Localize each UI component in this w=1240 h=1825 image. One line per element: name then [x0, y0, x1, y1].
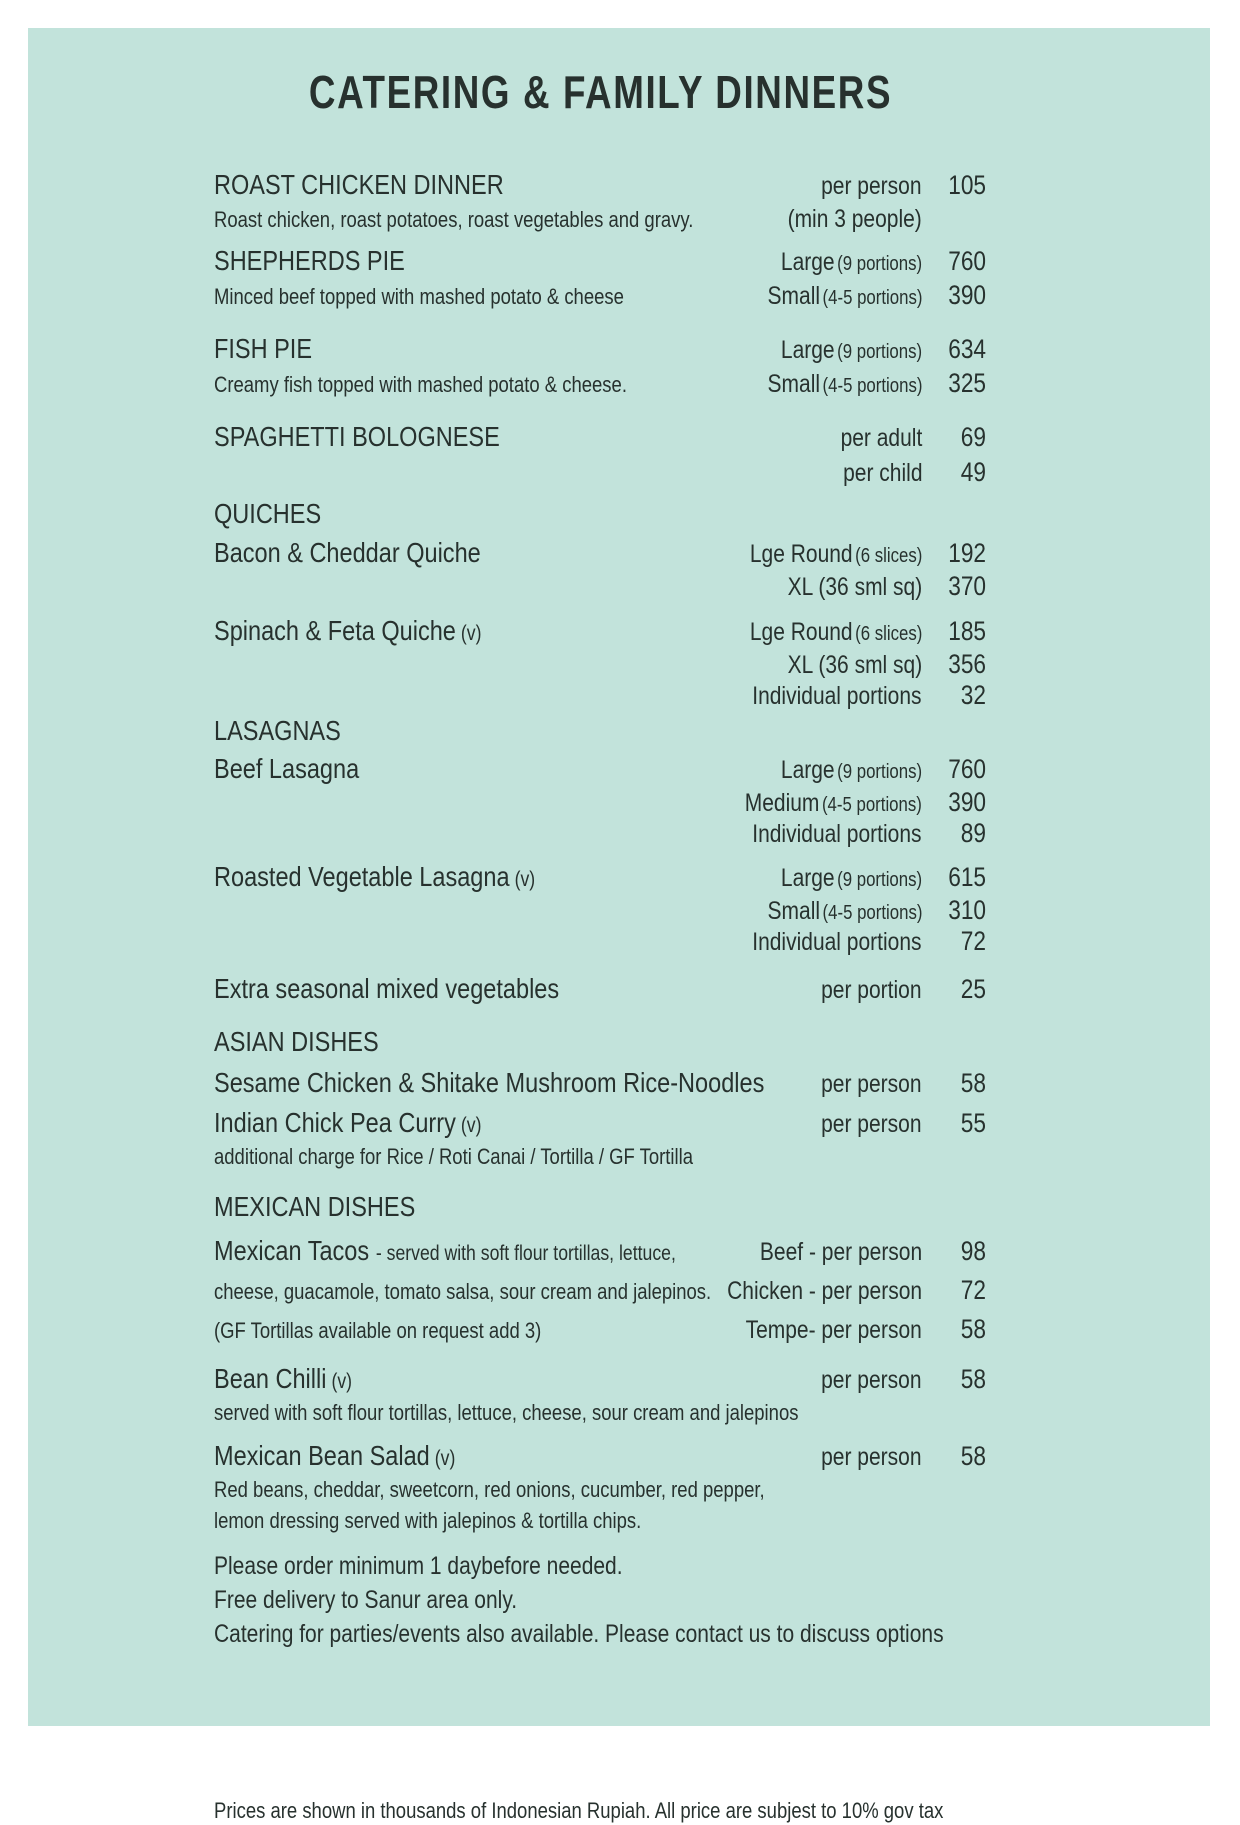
price-value: 325: [948, 368, 986, 398]
menu-item-spinach-feta-quiche: [214, 616, 986, 713]
menu-content: [28, 28, 1210, 1823]
portion-label: per person: [821, 1443, 922, 1471]
price-value: 72: [960, 926, 986, 956]
ordering-notes: [214, 1549, 986, 1651]
price-value: 390: [948, 787, 986, 817]
section-heading-quiches: QUICHES: [214, 498, 322, 529]
price-value: 72: [960, 1275, 986, 1305]
portion-label: Lge Round: [749, 540, 853, 568]
portion-note: (6 slices): [854, 545, 922, 567]
item-description: Red beans, cheddar, sweetcorn, red onions, cucumber, red pepper,: [214, 1477, 765, 1502]
tax-note: Prices are shown in thousands of Indonesian Rupiah. All price are subjest to 10% gov tax: [214, 1798, 944, 1823]
price-value: 634: [948, 334, 986, 364]
item-description: Roast chicken, roast potatoes, roast vegetables and gravy.: [214, 207, 694, 232]
menu-item-beef-lasagna: [214, 754, 986, 851]
portion-note: (4-5 portions): [822, 902, 922, 924]
menu-item-sesame-chicken-noodles: [214, 1068, 986, 1103]
portion-label: Large: [780, 336, 835, 364]
item-name-suffix: - served with soft flour tortillas, lettuce,: [375, 1242, 676, 1265]
price-value: 615: [948, 862, 986, 892]
price-value: 192: [948, 538, 986, 568]
portion-label: per person: [821, 1366, 922, 1394]
menu-item-extra-seasonal-vegetables: [214, 974, 986, 1009]
portion-label: Large: [780, 864, 835, 892]
item-name: SPAGHETTI BOLOGNESE: [214, 421, 500, 452]
portion-note: (4-5 portions): [822, 794, 922, 816]
portion-note: (6 slices): [854, 623, 922, 645]
portion-label: Large: [780, 248, 835, 276]
price-value: 760: [948, 246, 986, 276]
price-value: 58: [960, 1364, 986, 1394]
item-description: lemon dressing served with jalepinos & tortilla chips.: [214, 1508, 642, 1533]
item-name: Sesame Chicken & Shitake Mushroom Rice-Noodles: [214, 1067, 765, 1098]
item-name: Mexican Bean Salad: [214, 1440, 430, 1471]
portion-label: Individual portions: [752, 682, 922, 710]
portion-label: per person: [821, 1110, 922, 1138]
item-name: ROAST CHICKEN DINNER: [214, 169, 504, 200]
portion-label: Individual portions: [752, 820, 922, 848]
item-description: served with soft flour tortillas, lettuce, cheese, sour cream and jalepinos: [214, 1400, 799, 1425]
item-name: Bacon & Cheddar Quiche: [214, 537, 481, 568]
portion-note: (9 portions): [837, 869, 922, 891]
portion-note: (9 portions): [837, 341, 922, 363]
item-name: FISH PIE: [214, 333, 313, 364]
vegetarian-tag: (v): [434, 1447, 456, 1470]
portion-note: (9 portions): [837, 253, 922, 275]
item-name: Roasted Vegetable Lasagna: [214, 861, 510, 892]
price-value: 98: [960, 1236, 986, 1266]
portion-label: Chicken - per person: [727, 1277, 922, 1305]
menu-item-shepherds-pie: [214, 246, 986, 314]
menu-panel: [28, 28, 1210, 1823]
item-name: Spinach & Feta Quiche: [214, 615, 456, 646]
price-value: 105: [948, 170, 986, 200]
menu-item-mexican-tacos: [214, 1233, 986, 1351]
item-description: cheese, guacamole, tomato salsa, sour cream and jalepinos.: [214, 1279, 712, 1304]
ordering-note: Free delivery to Sanur area only.: [214, 1586, 518, 1614]
price-value: 55: [960, 1108, 986, 1138]
portion-label: Beef - per person: [759, 1238, 922, 1266]
menu-item-bean-chilli: [214, 1364, 986, 1430]
price-value: 32: [960, 680, 986, 710]
price-value: 310: [948, 895, 986, 925]
vegetarian-tag: (v): [460, 622, 482, 645]
portion-label: Small: [767, 282, 820, 310]
portion-label: Large: [780, 756, 835, 784]
price-value: 58: [960, 1441, 986, 1471]
min-people-note: (min 3 people): [787, 205, 922, 233]
item-description: Minced beef topped with mashed potato & cheese: [214, 284, 624, 309]
portion-label: per person: [821, 172, 922, 200]
portion-label: Small: [767, 370, 820, 398]
vegetarian-tag: (v): [514, 868, 536, 891]
menu-item-mexican-bean-salad: [214, 1441, 986, 1538]
price-value: 58: [960, 1314, 986, 1344]
price-value: 89: [960, 818, 986, 848]
page-title: CATERING & FAMILY DINNERS: [308, 66, 892, 118]
item-name: SHEPHERDS PIE: [214, 245, 405, 276]
item-name: Bean Chilli: [214, 1363, 327, 1394]
section-heading-lasagnas: LASAGNAS: [214, 715, 341, 746]
portion-label: XL (36 sml sq): [787, 651, 922, 679]
ordering-note: Please order minimum 1 daybefore needed.: [214, 1552, 623, 1580]
vegetarian-tag: (v): [460, 1114, 482, 1137]
menu-item-roast-chicken-dinner: [214, 170, 986, 237]
section-heading-asian-dishes: ASIAN DISHES: [214, 1026, 379, 1057]
price-value: 185: [948, 616, 986, 646]
price-value: 356: [948, 649, 986, 679]
portion-label: Lge Round: [749, 618, 853, 646]
vegetarian-tag: (v): [331, 1370, 353, 1393]
portion-label: Individual portions: [752, 928, 922, 956]
item-description: additional charge for Rice / Roti Canai / Tortilla / GF Tortilla: [214, 1144, 693, 1169]
item-description: Creamy fish topped with mashed potato & cheese.: [214, 372, 627, 397]
item-description: (GF Tortillas available on request add 3): [214, 1318, 542, 1343]
menu-item-bacon-cheddar-quiche: [214, 538, 986, 604]
portion-label: per person: [821, 1070, 922, 1098]
menu-item-spaghetti-bolognese: [214, 422, 986, 492]
portion-label: per child: [842, 459, 922, 487]
price-value: 69: [960, 422, 986, 452]
item-name: Beef Lasagna: [214, 753, 360, 784]
portion-label: Small: [767, 897, 820, 925]
section-heading-mexican-dishes: MEXICAN DISHES: [214, 1191, 416, 1222]
menu-item-roasted-vegetable-lasagna: [214, 862, 986, 959]
portion-note: (4-5 portions): [822, 287, 922, 309]
item-name: Indian Chick Pea Curry: [214, 1107, 456, 1138]
portion-note: (9 portions): [837, 761, 922, 783]
portion-label: Tempe- per person: [745, 1316, 922, 1344]
item-name: Extra seasonal mixed vegetables: [214, 973, 560, 1004]
portion-note: (4-5 portions): [822, 375, 922, 397]
portion-label: XL (36 sml sq): [787, 573, 922, 601]
portion-label: Medium: [744, 789, 820, 817]
price-value: 25: [960, 974, 986, 1004]
menu-item-fish-pie: [214, 334, 986, 402]
price-value: 370: [948, 571, 986, 601]
price-value: 49: [960, 457, 986, 487]
portion-label: per adult: [840, 424, 922, 452]
item-name: Mexican Tacos: [214, 1235, 370, 1266]
price-value: 58: [960, 1068, 986, 1098]
ordering-note: Catering for parties/events also available. Please contact us to discuss options: [214, 1620, 944, 1648]
portion-label: per portion: [821, 976, 922, 1004]
price-value: 390: [948, 280, 986, 310]
price-value: 760: [948, 754, 986, 784]
menu-item-indian-chickpea-curry: [214, 1108, 986, 1174]
